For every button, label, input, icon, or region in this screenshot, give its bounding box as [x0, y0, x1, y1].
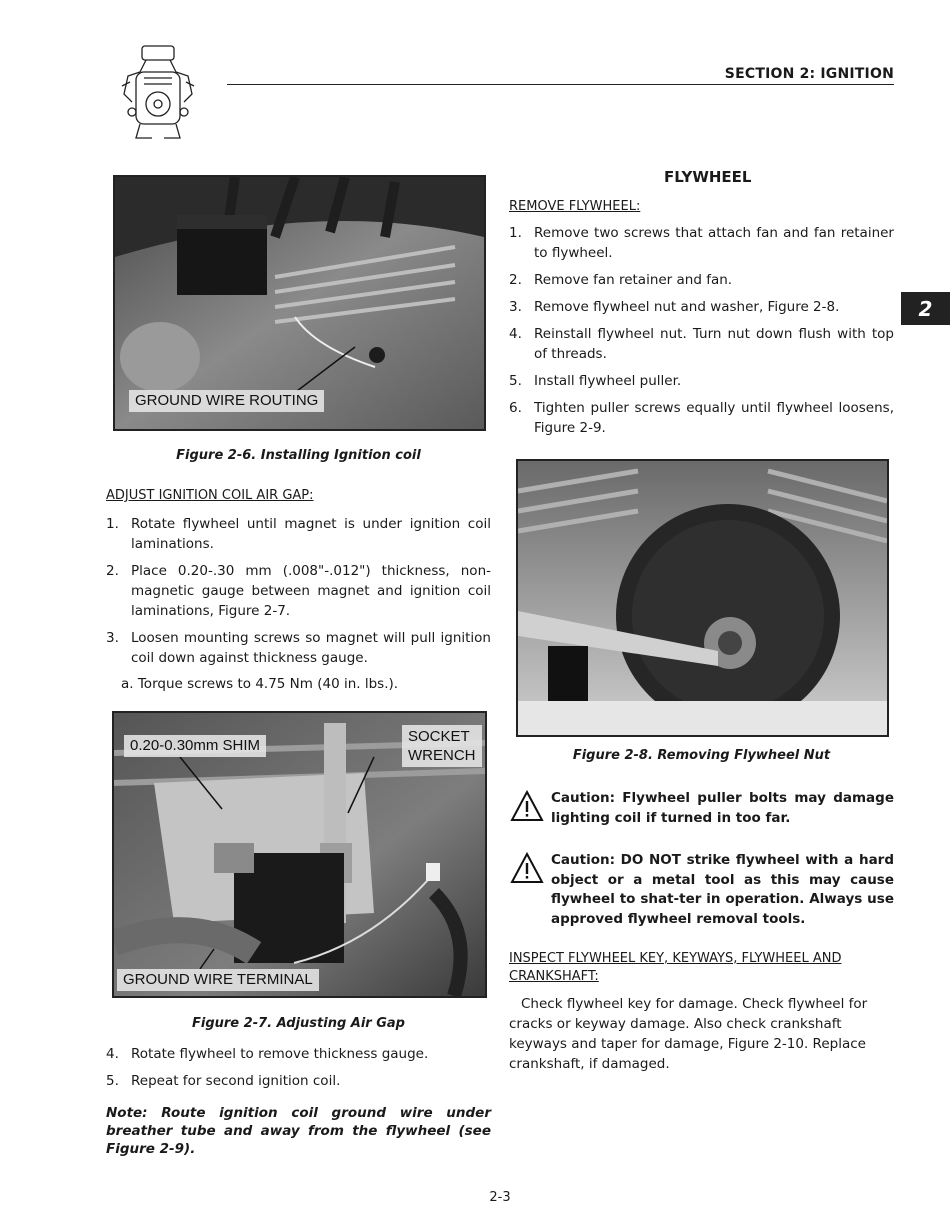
figure-2-6-caption: Figure 2-6. Installing Ignition coil	[176, 448, 421, 463]
list-item: 1. Rotate flywheel until magnet is under ignition coil laminations.	[106, 516, 491, 552]
adjust-steps-list	[106, 514, 491, 675]
shim-label: 0.20-0.30mm SHIM	[124, 735, 266, 757]
ground-wire-terminal-label: GROUND WIRE TERMINAL	[117, 969, 319, 991]
list-item: 6. Tighten puller screws equally until flywheel loosens, Figure 2-9.	[509, 400, 894, 436]
engine-icon	[118, 42, 198, 144]
figure-2-7-photo	[112, 711, 487, 998]
list-item: 2. Remove fan retainer and fan.	[509, 272, 733, 288]
engine-logo	[118, 42, 198, 144]
list-item: 2. Place 0.20-.30 mm (.008"-.012") thickness, non-magnetic gauge between magnet and ignition coil laminations, Figure 2-7.	[106, 563, 491, 619]
flywheel-nut-photo	[518, 461, 887, 735]
inspect-heading-line-2: CRANKSHAFT:	[509, 969, 599, 984]
caution-puller-bolts: Caution: Flywheel puller bolts may damage lighting coil if turned in too far.	[551, 790, 894, 826]
wrench-label-line: WRENCH	[408, 747, 476, 764]
page-number: 2-3	[489, 1190, 511, 1205]
section-title: SECTION 2: IGNITION	[724, 66, 894, 82]
socket-label-line: SOCKET	[408, 728, 470, 745]
remove-flywheel-steps	[509, 223, 894, 445]
adjust-air-gap-heading: ADJUST IGNITION COIL AIR GAP:	[106, 488, 314, 503]
figure-2-8-caption: Figure 2-8. Removing Flywheel Nut	[572, 748, 831, 763]
list-item: 3. Remove flywheel nut and washer, Figure 2-8.	[509, 299, 840, 315]
chapter-tab: 2	[901, 292, 950, 325]
list-item: 4. Rotate flywheel to remove thickness gauge.	[106, 1046, 429, 1062]
inspect-heading-line-1: INSPECT FLYWHEEL KEY, KEYWAYS, FLYWHEEL AND	[509, 951, 842, 966]
list-item: 5. Repeat for second ignition coil.	[106, 1073, 341, 1089]
socket-wrench-label	[402, 725, 482, 767]
torque-substep: a. Torque screws to 4.75 Nm (40 in. lbs.).	[121, 676, 399, 692]
remove-flywheel-heading: REMOVE FLYWHEEL:	[509, 199, 641, 214]
header-rule	[227, 84, 894, 85]
warning-icon	[510, 852, 544, 888]
list-item: 5. Install flywheel puller.	[509, 373, 682, 389]
caution-do-not-strike: Caution: DO NOT strike flywheel with a hard object or a metal tool as this may cause flywheel to shat-ter in operation. Always use approved flywheel removal tools.	[551, 852, 894, 927]
list-item: 4. Reinstall flywheel nut. Turn nut down flush with top of threads.	[509, 326, 894, 362]
flywheel-heading: FLYWHEEL	[664, 168, 752, 186]
adjust-steps-after-list	[106, 1044, 491, 1098]
ground-wire-routing-label: GROUND WIRE ROUTING	[129, 390, 324, 412]
list-item: 1. Remove two screws that attach fan and fan retainer to flywheel.	[509, 225, 894, 261]
figure-2-6-photo	[113, 175, 486, 431]
routing-note: Note: Route ignition coil ground wire under breather tube and away from the flywheel (see Figure 2-9).	[106, 1105, 491, 1157]
figure-2-8-photo	[516, 459, 889, 737]
warning-icon	[510, 790, 544, 826]
figure-2-7-caption: Figure 2-7. Adjusting Air Gap	[192, 1016, 405, 1031]
list-item: 3. Loosen mounting screws so magnet will pull ignition coil down against thickness gauge.	[106, 630, 491, 666]
inspect-paragraph: Check flywheel key for damage. Check flywheel for cracks or keyway damage. Also check crankshaft keyways and taper for damage, Figure 2-10. Replace crankshaft, if damaged.	[509, 996, 868, 1072]
